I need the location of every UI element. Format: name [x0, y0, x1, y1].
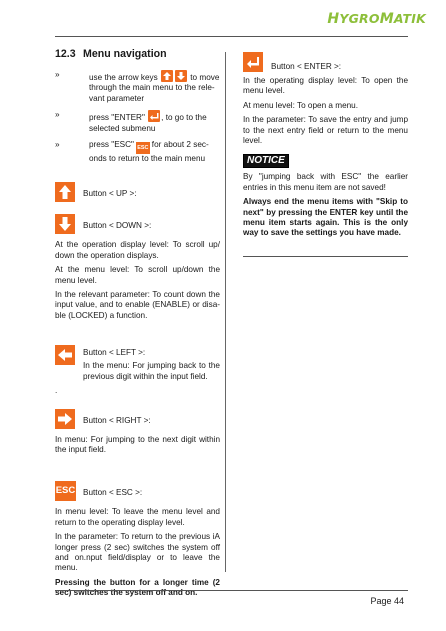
- bullet-text: to move through the main menu to the rele-vant parameter: [89, 73, 220, 103]
- bullet-marker: »: [55, 70, 60, 79]
- enter-icon: [148, 110, 160, 122]
- header-rule: [55, 36, 408, 37]
- button-label: Button < ENTER >:: [271, 62, 342, 71]
- button-esc-row: [55, 481, 220, 503]
- description-text: In the relevant parameter: To count down the input value, and to enable (ENABLE) or disa-ble (LOCKED) a function.: [55, 290, 220, 320]
- section-title: Menu navigation: [83, 48, 167, 60]
- arrow-down-icon: [55, 214, 75, 234]
- button-label: Button < DOWN >:: [83, 221, 152, 231]
- button-label: Button < RIGHT >:: [83, 415, 151, 425]
- notice-text: By "jumping back with ESC" the earlier entries in this menu item are not saved!: [243, 172, 408, 192]
- left-column: [55, 48, 220, 603]
- page-number: Page 44: [370, 596, 404, 606]
- esc-icon: ESC: [55, 481, 76, 501]
- button-up-row: [55, 182, 220, 204]
- arrow-up-icon: [55, 182, 75, 202]
- bullet-item: [55, 140, 220, 164]
- footer-rule: [55, 590, 408, 591]
- warning-text: Pressing the button for a longer time (2 sec) switches the system off and on.: [55, 577, 220, 598]
- description-text: In menu level: To leave the menu level and return to the operating display level.: [55, 507, 220, 527]
- description-text: In the parameter: To return to the previous iA longer press (2 sec) switches the system off and on.nput field/display or to leave the menu.: [55, 532, 220, 573]
- logo-letter: M: [379, 11, 394, 27]
- description-text: In the operating display level: To open the menu level.: [243, 76, 408, 96]
- button-label: Button < LEFT >:: [83, 348, 146, 358]
- section-number: 12.3: [55, 48, 76, 60]
- section-heading: [55, 48, 220, 61]
- description-text: In the parameter: To save the entry and jump to the next entry field or return to the menu level.: [243, 115, 408, 146]
- arrow-right-icon: [55, 409, 75, 429]
- bullet-text: press "ESC": [89, 140, 137, 150]
- button-left-row: [55, 345, 220, 361]
- bullet-text: press "ENTER": [89, 113, 148, 123]
- column-divider: [225, 52, 226, 572]
- bullet-marker: »: [55, 140, 60, 150]
- button-right-row: [55, 409, 220, 431]
- logo-text: YGRO: [339, 11, 380, 26]
- bullet-text: , to go to the selected submenu: [89, 113, 207, 133]
- logo-letter: H: [327, 11, 340, 27]
- button-down-row: [55, 214, 220, 236]
- description-text: At the operation display level: To scroll up/ down the operation displays.: [55, 240, 220, 260]
- enter-icon: [243, 52, 263, 72]
- logo-text: ATIK: [393, 11, 426, 26]
- bullet-item: [55, 70, 220, 104]
- bullet-item: [55, 110, 220, 134]
- right-column: [243, 52, 408, 243]
- notice-bold-text: Always end the menu items with "Skip to next" by pressing the ENTER key until the menu item starts again. This is the only way to save the settings you have made.: [243, 197, 408, 238]
- button-enter-row: [243, 52, 408, 72]
- stray-mark: .: [55, 386, 58, 396]
- arrow-up-icon: [161, 70, 173, 82]
- right-column-rule: [243, 256, 408, 257]
- arrow-down-icon: [175, 70, 187, 82]
- button-label: Button < UP >:: [83, 189, 137, 199]
- bullet-text: for about 2 sec-onds to return to the main menu: [89, 140, 209, 164]
- description-text: In menu: For jumping to the next digit within the input field.: [55, 434, 220, 454]
- esc-icon: ESC: [136, 142, 149, 154]
- arrow-left-icon: [55, 345, 75, 365]
- button-label: Button < ESC >:: [83, 488, 143, 498]
- description-text: At the menu level: To scroll up/down the menu level.: [55, 265, 220, 285]
- bullet-marker: »: [55, 110, 60, 120]
- notice-badge: NOTICE: [243, 154, 289, 168]
- bullet-text: use the arrow keys: [89, 73, 158, 82]
- brand-logo: [327, 11, 426, 27]
- description-text: At menu level: To open a menu.: [243, 100, 358, 110]
- description-text: In the menu: For jumping back to the previous digit within the input field.: [83, 361, 220, 381]
